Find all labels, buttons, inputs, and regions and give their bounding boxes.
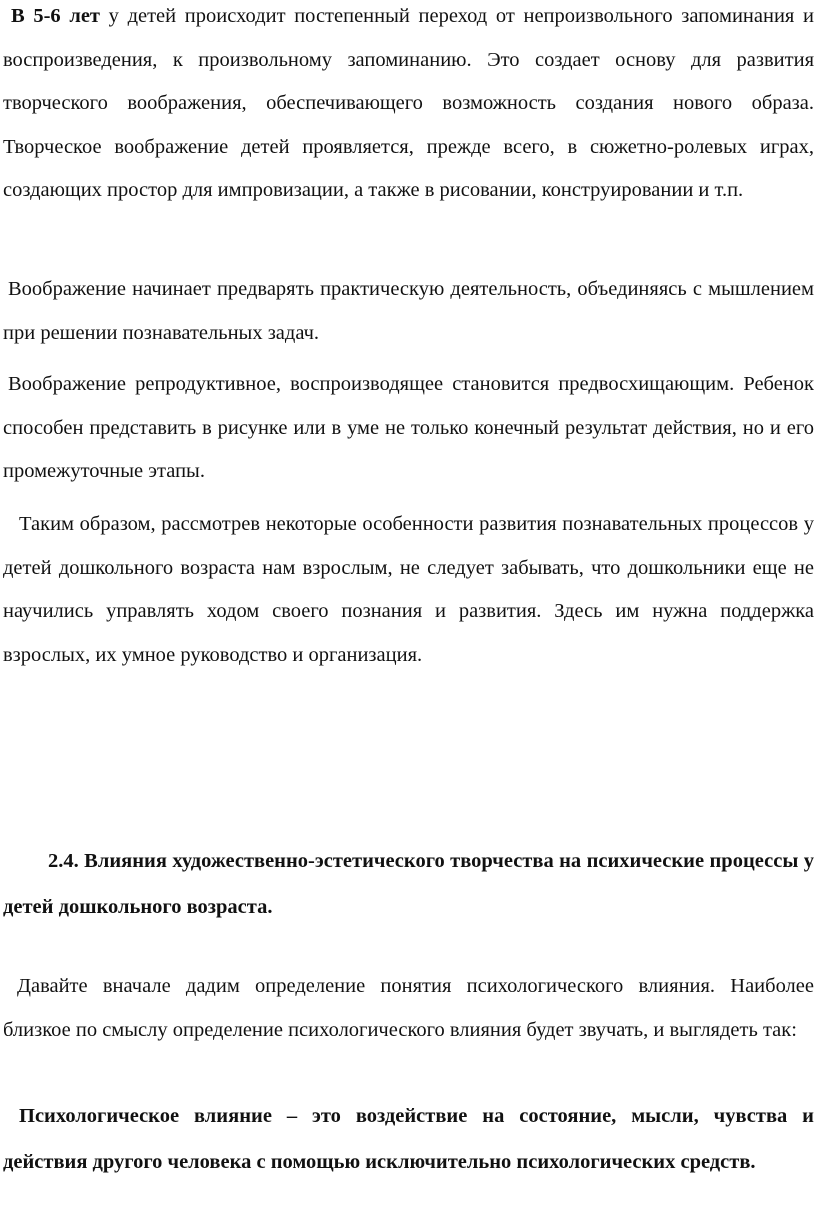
paragraph-imagination-practice: Воображение начинает предварять практическую деятельность, объединяясь с мышлением при решении познавательных задач. — [3, 278, 814, 344]
section-heading: 2.4. Влияния художественно-эстетического творчества на психические процессы у детей дошкольного возраста. — [3, 850, 814, 918]
paragraph-lead: В 5-6 лет — [11, 5, 100, 27]
paragraph-imagination-reproductive: Воображение репродуктивное, воспроизводящее становится предвосхищающим. Ребенок способен представить в рисунке или в уме не только конечный результат действия, но и его промежуточные этапы. — [3, 373, 814, 482]
paragraph-conclusion: Таким образом, рассмотрев некоторые особенности развития познавательных процессов у детей дошкольного возраста нам взрослым, не следует забывать, что дошкольники еще не научились управлять ходом своего познания и развития. Здесь им нужна поддержка взрослых, их умное руководство и организация. — [3, 513, 814, 666]
paragraph-age-5-6 — [3, 0, 814, 213]
paragraph-definition-intro: Давайте вначале дадим определение понятия психологического влияния. Наиболее близкое по смыслу определение психологического влияния будет звучать, и выглядеть так: — [3, 975, 814, 1041]
paragraph-text: у детей происходит постепенный переход от непроизвольного запоминания и воспроизведения, к произвольному запоминанию. Это создает основу для развития творческого воображения, обеспечивающего возможность создания нового образа. Творческое воображение детей проявляется, прежде всего, в сюжетно-ролевых играх, создающих простор для импровизации, а также в рисовании, конструировании и т.п. — [3, 5, 814, 201]
paragraph-definition: Психологическое влияние – это воздействие на состояние, мысли, чувства и действия другого человека с помощью исключительно психологических средств. — [3, 1105, 814, 1173]
